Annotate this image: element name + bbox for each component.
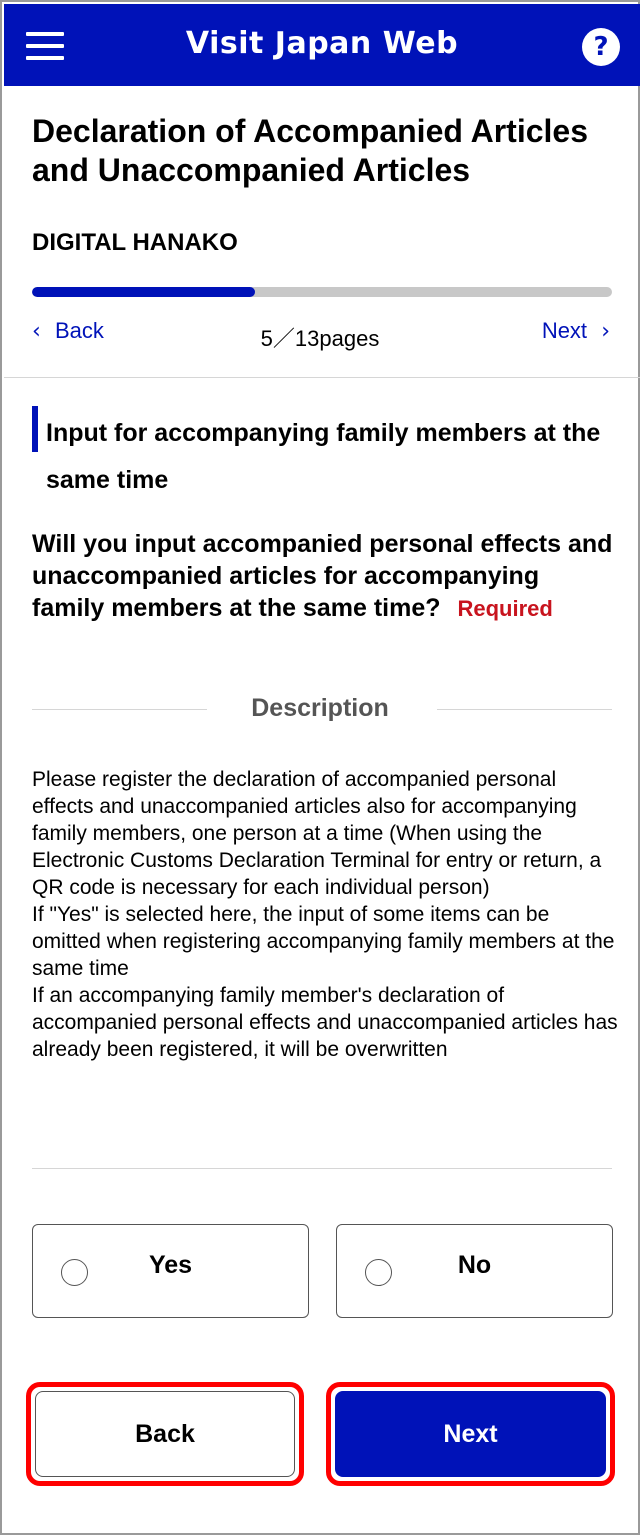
option-yes-label: Yes (148, 1251, 193, 1279)
user-name: DIGITAL HANAKO (32, 229, 238, 256)
required-badge: Required (457, 596, 553, 621)
next-button[interactable]: Next (335, 1391, 606, 1477)
pager-back-label: Back (54, 318, 104, 343)
option-yes[interactable] (32, 1224, 309, 1318)
page-title: Declaration of Accompanied Articles and Unaccompanied Articles (32, 113, 588, 188)
chevron-left-icon: ‹ (32, 319, 41, 344)
back-button[interactable]: Back (35, 1391, 295, 1477)
section-heading: Input for accompanying family members at the same time (46, 419, 601, 494)
description-paragraph: Please register the declaration of accompanied personal effects and unaccompanied articles also for accompanying family members, one person at a time (When using the Electronic Customs Declaration Terminal for entry or return, a QR code is necessary for each individual person) (32, 768, 602, 899)
app-title: Visit Japan Web (185, 26, 459, 61)
question-text (32, 528, 617, 625)
progress-bar (32, 287, 612, 297)
description-title: Description (251, 694, 389, 722)
divider (32, 1168, 612, 1169)
section-accent-bar (32, 406, 38, 452)
divider (437, 709, 612, 710)
description-paragraph: If an accompanying family member's declaration of accompanied personal effects and unaccompanied articles has already been registered, it will be overwritten (32, 984, 618, 1061)
pager-next-label: Next (541, 318, 588, 343)
back-button-highlight (26, 1382, 304, 1486)
divider (4, 377, 640, 378)
option-no[interactable] (336, 1224, 613, 1318)
question-label: Will you input accompanied personal effects and unaccompanied articles for accompanying family members at the same time? (32, 530, 613, 622)
help-icon[interactable]: ? (582, 28, 620, 66)
next-button-highlight (326, 1382, 615, 1486)
option-no-label: No (457, 1251, 492, 1279)
pager-next-link[interactable] (542, 318, 610, 344)
app-header (4, 4, 640, 86)
chevron-right-icon: › (601, 319, 610, 344)
page-count: 5／13pages (260, 326, 380, 351)
description-paragraph: If "Yes" is selected here, the input of some items can be omitted when registering accompanying family members at the same time (32, 903, 615, 980)
description-body (32, 766, 622, 1063)
progress-fill (32, 287, 255, 297)
